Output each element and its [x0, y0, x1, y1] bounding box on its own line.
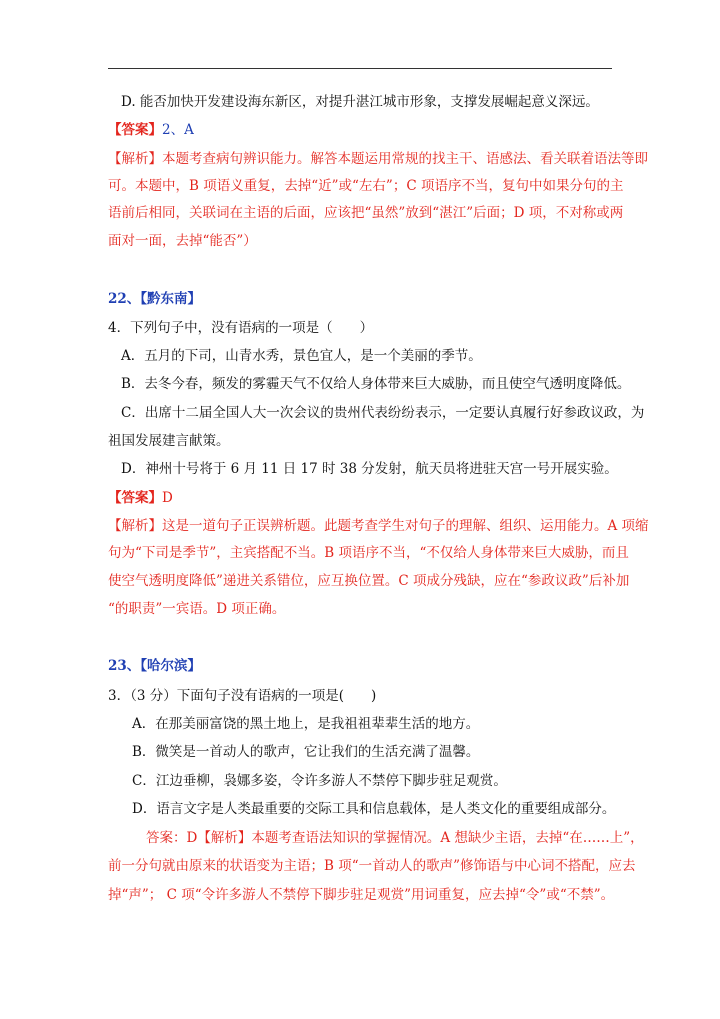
- option-d: D. 能否加快开发建设海东新区，对提升湛江城市形象，支撑发展崛起意义深远。: [121, 94, 599, 110]
- answer-tag: 【答案】: [108, 122, 162, 138]
- question-text: 4．下列句子中，没有语病的一项是（ ）: [108, 320, 374, 336]
- section-number: 22、: [108, 291, 141, 307]
- header-rule: [108, 68, 612, 69]
- answer-value: 2、A: [162, 122, 194, 138]
- explanation-line: 【解析】本题考查病句辨识能力。解答本题运用常规的找主干、语感法、看关联着语法等即: [108, 151, 648, 167]
- answer-line: [108, 120, 194, 140]
- section-source: 【黔东南】: [140, 291, 202, 307]
- explanation-line: 面对一面，去掉“能否”）: [108, 233, 257, 249]
- explanation-line: 【解析】这是一道句子正误辨析题。此题考查学生对句子的理解、组织、运用能力。A 项缩: [108, 518, 649, 534]
- option-d: D．神州十号将于 6 月 11 日 17 时 38 分发射，航天员将进驻天宫一号开展实验。: [121, 461, 618, 477]
- answer-value: D: [162, 490, 173, 506]
- explanation-line: 答案：D【解析】本题考查语法知识的掌握情况。A 想缺少主语，去掉“在……上”，: [146, 830, 644, 846]
- answer-tag: 【答案】: [108, 490, 162, 506]
- option-b: B．去冬今春，频发的雾霾天气不仅给人身体带来巨大威胁，而且使空气透明度降低。: [121, 376, 631, 392]
- explanation-line: 前一分句就由原来的状语变为主语；B 项“一首动人的歌声”修饰语与中心词不搭配，应去: [108, 858, 636, 874]
- explanation-line: 掉“声”； C 项“令许多游人不禁停下脚步驻足观赏”用词重复，应去掉“令”或“不禁”。: [108, 887, 615, 903]
- option-d: D．语言文字是人类最重要的交际工具和信息载体，是人类文化的重要组成部分。: [132, 801, 616, 817]
- answer-line: [108, 488, 173, 508]
- section-heading: [108, 289, 201, 309]
- explanation-line: “的职责”一宾语。D 项正确。: [108, 601, 286, 617]
- option-a: A．五月的下司，山青水秀，景色宜人，是一个美丽的季节。: [121, 348, 482, 364]
- option-c: C．江边垂柳，袅娜多姿，令许多游人不禁停下脚步驻足观赏。: [132, 773, 507, 789]
- section-heading: [108, 656, 201, 676]
- section-source: 【哈尔滨】: [140, 658, 202, 674]
- option-c: C．出席十二届全国人大一次会议的贵州代表纷纷表示，一定要认真履行好参政议政，为: [121, 405, 645, 421]
- explanation-line: 句为“下司是季节”，主宾搭配不当。B 项语序不当，“不仅给人身体带来巨大威胁，而且: [108, 545, 629, 561]
- explanation-line: 使空气透明度降低”递进关系错位，应互换位置。C 项成分残缺，应在“参政议政”后补加: [108, 573, 630, 589]
- question-text: 3．（3 分）下面句子没有语病的一项是( ): [108, 688, 377, 704]
- option-c-continued: 祖国发展建言献策。: [108, 433, 230, 449]
- explanation-line: 语前后相同，关联词在主语的后面，应该把“虽然”放到“湛江”后面；D 项，不对称或两: [108, 205, 624, 221]
- option-a: A．在那美丽富饶的黑土地上，是我祖祖辈辈生活的地方。: [132, 716, 480, 732]
- explanation-line: 可。本题中，B 项语义重复，去掉“近”或“左右”；C 项语序不当，复句中如果分句的主: [108, 178, 624, 194]
- option-b: B．微笑是一首动人的歌声，它让我们的生活充满了温馨。: [132, 744, 480, 760]
- section-number: 23、: [108, 658, 141, 674]
